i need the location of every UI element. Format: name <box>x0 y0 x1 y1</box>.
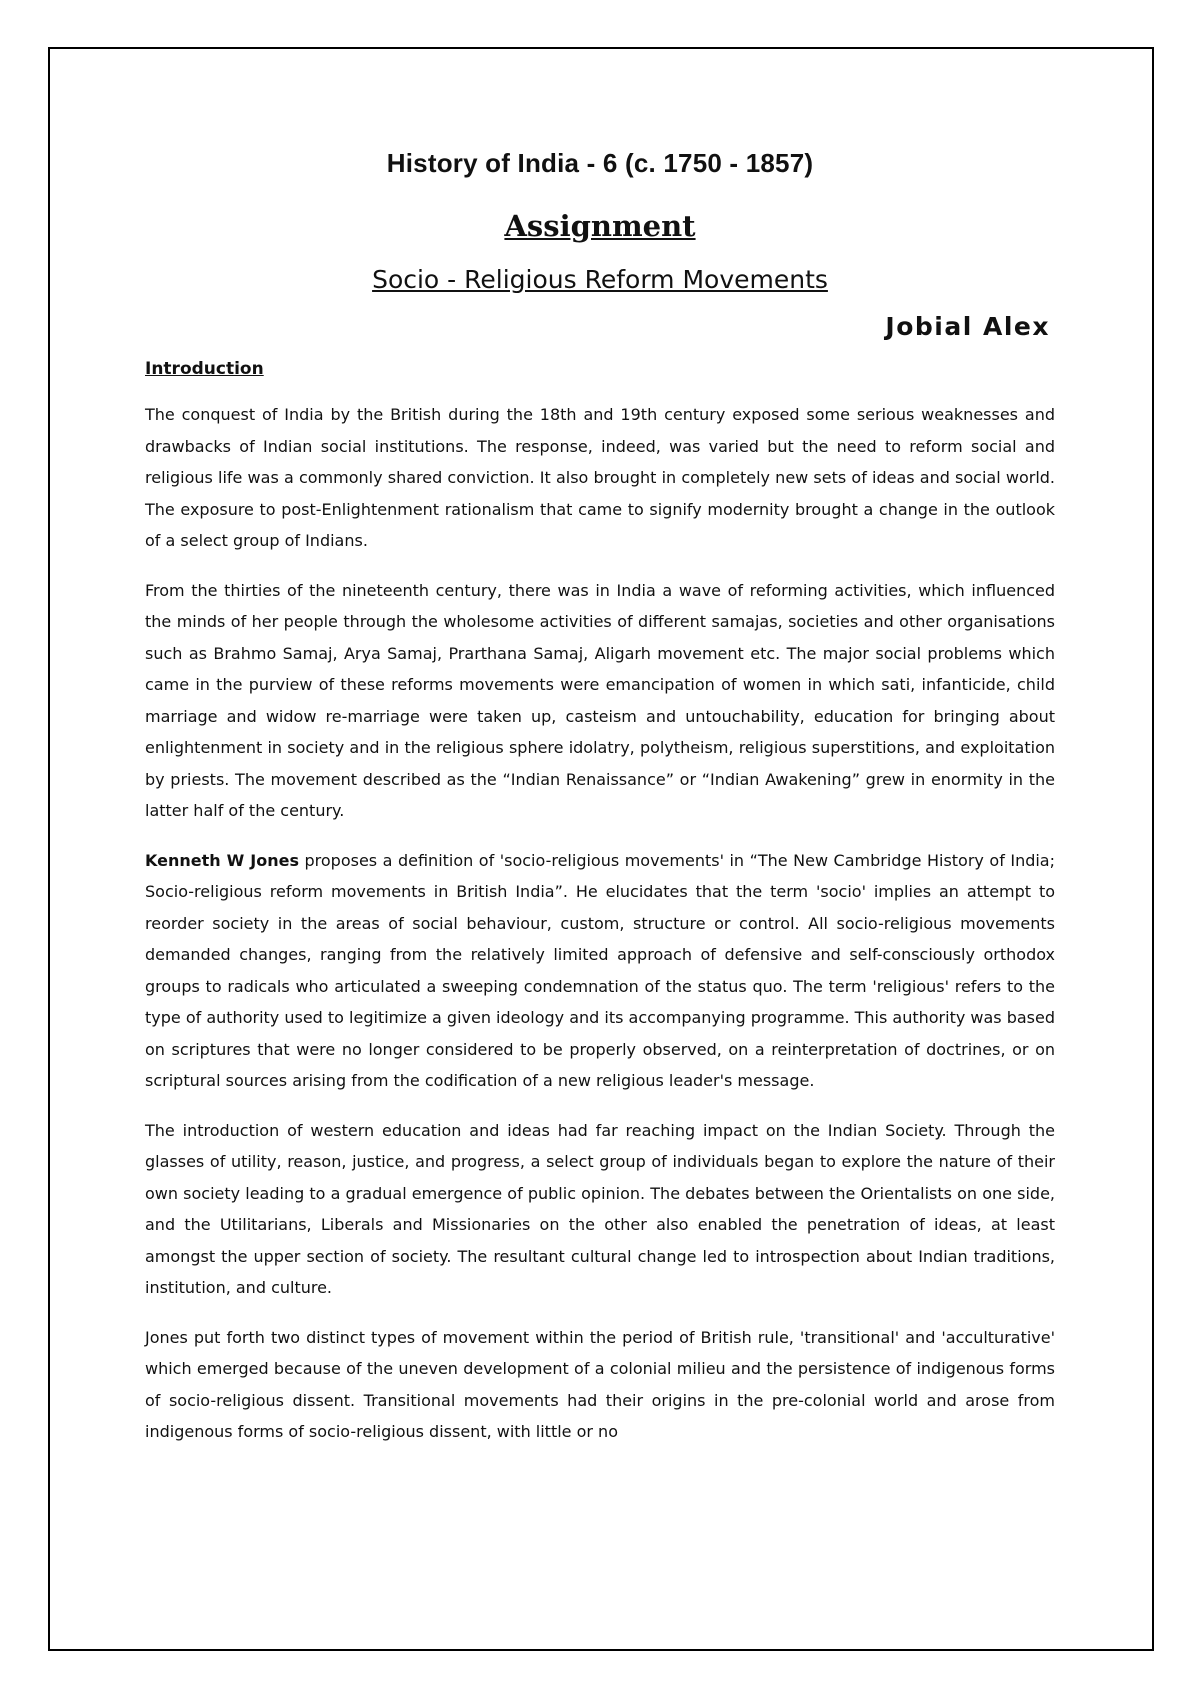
introduction-heading: Introduction <box>145 359 264 379</box>
paragraph-3-text: proposes a definition of 'socio-religious movements' in “The New Cambridge History of India; Socio-religious reform movements in British India”. He elucidates that the term 'socio' implies an attempt to reorder society in the areas of social behaviour, custom, structure or control. All socio-religious movements demanded changes, ranging from the relatively limited approach of defensive and self-consciously orthodox groups to radicals who articulated a sweeping condemnation of the status quo. The term 'religious' refers to the type of authority used to legitimize a given ideology and its accompanying programme. This authority was based on scriptures that were no longer considered to be properly observed, on a reinterpretation of doctrines, or on scriptural sources arising from the codification of a new religious leader's message. <box>145 850 1056 1090</box>
paragraph-1 <box>145 399 1055 557</box>
paragraph-5-text: Jones put forth two distinct types of movement within the period of British rule, 'transitional' and 'acculturative' which emerged because of the uneven development of a colonial milieu and the persistence of indigenous forms of socio-religious dissent. Transitional movements had their origins in the pre-colonial world and arose from indigenous forms of socio-religious dissent, with little or no <box>145 1327 1055 1441</box>
section-title: Socio - Religious Reform Movements <box>372 265 828 294</box>
paragraph-2 <box>145 575 1055 827</box>
author-name: Jobial Alex <box>885 312 1050 341</box>
assignment-title: Assignment <box>504 209 696 243</box>
paragraph-1-text: The conquest of India by the British during the 18th and 19th century exposed some serious weaknesses and drawbacks of Indian social institutions. The response, indeed, was varied but the need to reform social and religious life was a commonly shared conviction. It also brought in completely new sets of ideas and social world. The exposure to post-Enlightenment rationalism that came to signify modernity brought a change in the outlook of a select group of Indians. <box>145 405 1055 550</box>
course-title: History of India - 6 (c. 1750 - 1857) <box>386 148 814 178</box>
paragraph-3-lead: Kenneth W Jones <box>145 850 299 870</box>
paragraph-2-text: From the thirties of the nineteenth century, there was in India a wave of reforming activities, which influenced the minds of her people through the wholesome activities of different samajas, societies and other organisations such as Brahmo Samaj, Arya Samaj, Prarthana Samaj, Aligarh movement etc. The major social problems which came in the purview of these reforms movements were emancipation of women in which sati, infanticide, child marriage and widow re-marriage were taken up, casteism and untouchability, education for bringing about enlightenment in society and in the religious sphere idolatry, polytheism, religious superstitions, and exploitation by priests. The movement described as the “Indian Renaissance” or “Indian Awakening” grew in enormity in the latter half of the century. <box>145 580 1055 820</box>
paragraph-4-text: The introduction of western education and ideas had far reaching impact on the Indian Society. Through the glasses of utility, reason, justice, and progress, a select group of individuals began to explore the nature of their own society leading to a gradual emergence of public opinion. The debates between the Orientalists on one side, and the Utilitarians, Liberals and Missionaries on the other also enabled the penetration of ideas, at least amongst the upper section of society. The resultant cultural change led to introspection about Indian traditions, institution, and culture. <box>145 1120 1055 1297</box>
paragraph-5 <box>145 1322 1055 1448</box>
document-body <box>145 148 1055 1466</box>
paragraph-3 <box>145 845 1055 1097</box>
paragraph-4 <box>145 1115 1055 1304</box>
